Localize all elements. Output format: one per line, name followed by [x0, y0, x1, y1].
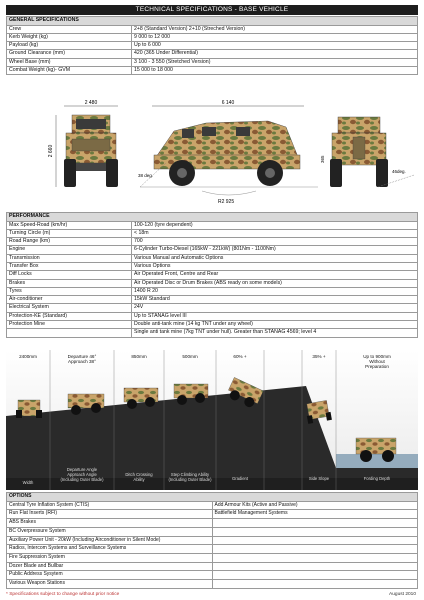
table-row: Transfer Box Various Options — [7, 262, 418, 270]
terrain-caption-fording: Fording Depth — [363, 476, 391, 481]
vehicle-drawings — [6, 95, 418, 210]
options-heading: OPTIONS — [7, 493, 418, 502]
table-row: Public Address Sysytem — [7, 571, 418, 580]
front-view-drawing — [48, 100, 118, 187]
terrain-label-ditch-value: 850mm — [131, 354, 147, 359]
turning-radius-label: R2 925 — [218, 199, 235, 205]
terrain-caption-slope: Side Slope — [308, 476, 330, 481]
table-row: Turning Circle (m) < 18m — [7, 229, 418, 237]
ground-clearance-label: 365 — [320, 155, 325, 163]
table-row: Payload (kg) Up to 6 000 — [7, 42, 418, 50]
terrain-caption-blade-1: (Including Outer Blade) — [60, 477, 104, 482]
rear-view-drawing — [320, 117, 414, 187]
table-row: Single anti tank mine (7kg TNT under hull). Greater than STANAG 4569; level 4 — [7, 329, 418, 337]
table-row: Auxiliary Power Unit - 20kW (Including Airconditioner in Silent Mode) — [7, 536, 418, 545]
vehicle-width-icon — [16, 400, 42, 418]
terrain-caption-ditch: Ditch Crossing — [125, 472, 153, 477]
terrain-label-gradient-value: 60% + — [233, 354, 247, 359]
terrain-label-approach: Approach 38° — [68, 359, 96, 364]
table-row: Crew 2+8 (Standard Version) 2+10 (Streched Version) — [7, 25, 418, 33]
footnote: * Specifications subject to change without prior notice — [6, 592, 120, 597]
table-row: Diff Locks Air Operated Front, Centre and Rear — [7, 271, 418, 279]
options-table — [6, 492, 418, 589]
table-row: Dozer Blade and Bullbar — [7, 562, 418, 571]
terrain-label-fording-line2: Without — [369, 359, 385, 364]
table-row: Electrical System 24V — [7, 304, 418, 312]
table-row: Various Weapon Stations — [7, 580, 418, 589]
performance-table — [6, 212, 418, 338]
terrain-capability-graphic — [6, 350, 418, 490]
table-row: Protection-KE (Standard) Up to STANAG level III — [7, 312, 418, 320]
table-row: Protection Mine Double anti-tank mine (14 kg TNT under any wheel) — [7, 321, 418, 329]
terrain-caption-gradient: Gradient — [231, 476, 249, 481]
document-date: August 2010 — [389, 592, 416, 597]
terrain-caption-approach: Approach Angle — [67, 472, 97, 477]
table-row: Ground Clearance (mm) 420 (365 Under Differential) — [7, 50, 418, 58]
side-view-drawing — [138, 100, 318, 205]
table-row: Road Range (km) 700 — [7, 238, 418, 246]
table-row: Air-conditioner 15kW Standard — [7, 296, 418, 304]
terrain-label-slope-value: 35% + — [312, 354, 326, 359]
front-width-label: 2 480 — [84, 100, 98, 106]
table-row: Wheel Base (mm) 3 100 - 3 550 (Stretched Version) — [7, 58, 418, 66]
general-heading: GENERAL SPECIFICATIONS — [7, 17, 418, 26]
terrain-caption-ditch-2: Ability — [133, 477, 145, 482]
terrain-label-departure: Departure 46° — [67, 354, 97, 359]
height-label: 2 660 — [48, 144, 54, 158]
terrain-label-step-value: 500mm — [182, 354, 198, 359]
departure-angle-label: 46deg. — [392, 169, 406, 174]
table-row: Run Flat Inserts (RFI) Battlefield Management Systems — [7, 510, 418, 519]
table-row: Transmission Various Manual and Automatic Options — [7, 254, 418, 262]
terrain-label-fording-line3: Preparation — [365, 364, 389, 369]
table-row: Engine 6-Cylinder Turbo-Diesel (165kW - 221kW) (801Nm - 1100Nm) — [7, 246, 418, 254]
terrain-caption-width: Width — [22, 480, 34, 485]
table-row: ABS Brakes — [7, 519, 418, 528]
general-spec-table — [6, 16, 418, 75]
terrain-caption-step: Step Climbing Ability — [170, 472, 210, 477]
terrain-caption-departure: Departure Angle — [66, 467, 98, 472]
terrain-caption-blade-2: (Including Outer Blade) — [168, 477, 212, 482]
approach-angle-label: 38 deg. — [138, 173, 154, 178]
table-row: Brakes Air Operated Disc or Drum Brakes (ABS ready on some models) — [7, 279, 418, 287]
table-row: Central Tyre Inflation System (CTIS) Add Armour Kits (Active and Passive) — [7, 501, 418, 510]
table-row: BC Overpressure System — [7, 527, 418, 536]
table-row: Radios, Intercom Systems and Surveillance Systems — [7, 545, 418, 554]
performance-heading: PERFORMANCE — [7, 213, 418, 222]
table-row: Tyres 1400 R 20 — [7, 287, 418, 295]
table-row: Fire Suppression System — [7, 553, 418, 562]
page-title: TECHNICAL SPECIFICATIONS - BASE VEHICLE — [6, 5, 418, 15]
terrain-label-fording-value: Up to 900mm — [363, 354, 391, 359]
terrain-label-width-value: 2400mm — [19, 354, 37, 359]
table-row: Max Speed-Road (km/hr) 100-120 (tyre dependent) — [7, 221, 418, 229]
table-row: Kerb Weight (kg) 9 000 to 12 000 — [7, 33, 418, 41]
table-row: Combat Weight (kg)- GVM 15 000 to 18 000 — [7, 66, 418, 74]
length-label: 6 140 — [221, 100, 235, 106]
